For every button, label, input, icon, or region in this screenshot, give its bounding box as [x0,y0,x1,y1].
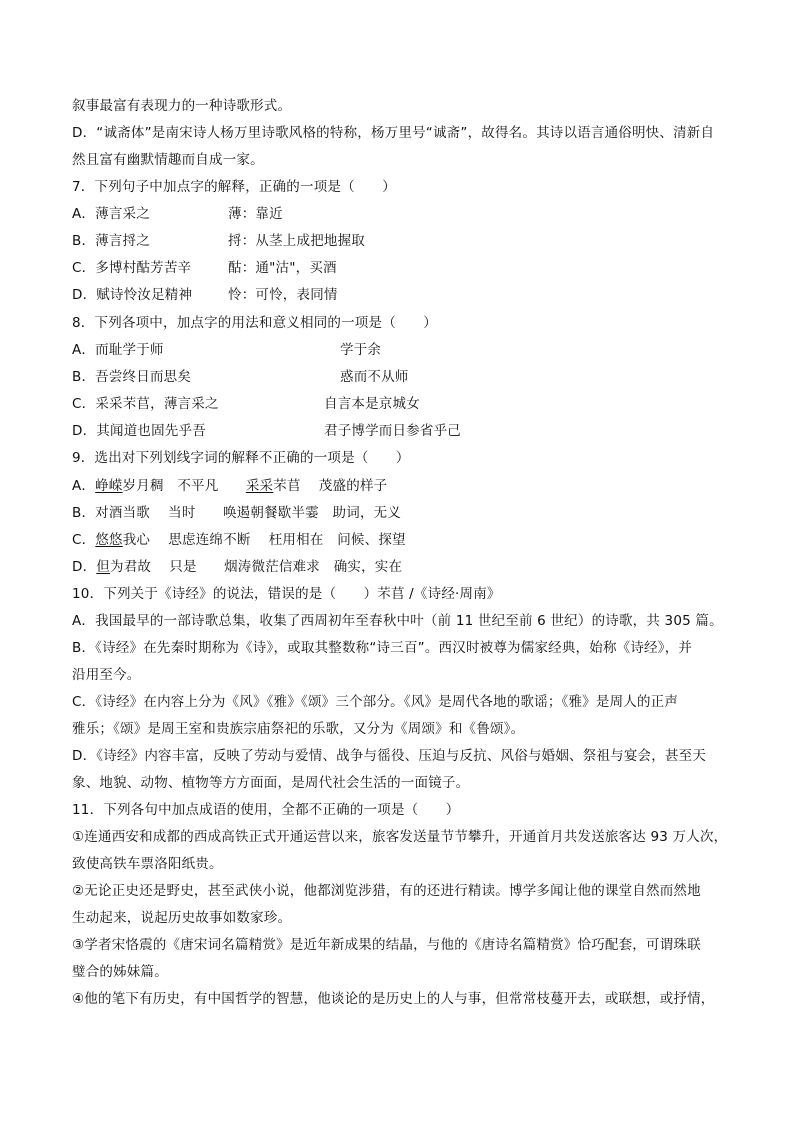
question-9-option-b: B．对酒当歌 当时 唤遏朝餐歇半霎 助词，无义 [72,505,402,521]
question-9-option-a [72,476,387,496]
question-10-option-b-cont: 沿用至今。 [72,667,141,683]
question-7-option-d [72,285,338,305]
text-line: 然且富有幽默情趣而自成一家。 [72,152,264,168]
question-11-sentence-1-cont: 致使高铁车票洛阳纸贵。 [72,856,223,872]
question-8-stem: 8．下列各项中，加点字的用法和意义相同的一项是（ ） [72,315,437,331]
option-text: A．薄言采之 [72,206,150,222]
option-text: A．而耻学于师 [72,342,164,358]
underlined-word: 但 [96,559,110,575]
question-10-option-a: A．我国最早的一部诗歌总集，收集了西周初年至春秋中叶（前 11 世纪至前 6 世纪）的诗歌，共 305 篇。 [72,613,723,629]
question-8-option-a [72,340,382,360]
underlined-word: 峥嵘 [95,478,123,494]
underlined-word: 悠悠 [95,532,123,548]
option-text: 我心 思虑连绵不断 枉用相在 问候、探望 [122,532,406,548]
option-compare: 学于余 [340,342,382,358]
question-8-option-c [72,394,420,414]
option-text: D．赋诗怜汝足精神 [72,287,193,303]
question-10-option-b: B．《诗经》在先秦时期称为《诗》，或取其整数称“诗三百”。西汉时被尊为儒家经典，始称《诗经》，并 [72,640,693,656]
option-text: 岁月稠 不平凡 [122,478,246,494]
question-10-option-d-cont: 象、地貌、动物、植物等方方面面，是周代社会生活的一面镜子。 [72,775,470,791]
question-10-option-c: C．《诗经》在内容上分为《风》《雅》《颂》三个部分。《风》是周代各地的歌谣；《雅》是周人的正声 [72,694,679,710]
question-7-option-a [72,204,283,224]
option-label: D． [72,559,97,575]
text-line: 叙事最富有表现力的一种诗歌形式。 [72,98,292,114]
option-explanation: 薄：靠近 [228,206,283,222]
option-text: B．吾尝终日而思矣 [72,369,192,385]
option-label: A． [72,478,96,494]
question-11-sentence-4: ④他的笔下有历史，有中国哲学的智慧，他谈论的是历史上的人与事，但常常枝蔓开去，或联想，或抒情， [72,991,715,1007]
question-10-option-c-cont: 雅乐；《颂》是周王室和贵族宗庙祭祀的乐歌，又分为《周颂》和《鲁颂》。 [72,721,525,737]
option-text: B．薄言捋之 [72,233,150,249]
option-explanation: 怜：可怜，表同情 [228,287,338,303]
question-11-sentence-2: ②无论正史还是野史，甚至武侠小说，他都浏览涉猎，有的还进行精读。博学多闻让他的课堂自然而然地 [72,883,701,899]
question-9-stem: 9．选出对下列划线字词的解释不正确的一项是（ ） [72,450,410,466]
option-compare: 君子博学而日参省乎己 [324,423,461,439]
option-explanation: 酤：通"沽"，买酒 [228,260,337,276]
option-compare: 自言本是京城女 [324,396,420,412]
question-9-option-c [72,530,406,550]
question-10-stem: 10．下列关于《诗经》的说法，错误的是（ ）芣苢 /《诗经·周南》 [72,586,501,602]
option-text: 芣苢 茂盛的样子 [273,478,388,494]
question-11-sentence-3: ③学者宋恪震的《唐宋词名篇精赏》是近年新成果的结晶，与他的《唐诗名篇精赏》恰巧配套，可谓珠联 [72,937,701,953]
option-text: D．其闻道也固先乎吾 [72,423,206,439]
option-text: C．采采芣苢，薄言采之 [72,396,219,412]
question-11-sentence-2-cont: 生动起来，说起历史故事如数家珍。 [72,910,292,926]
option-text: C．多博村酤芳苦辛 [72,260,192,276]
question-11-sentence-1: ①连通西安和成都的西成高铁正式开通运营以来，旅客发送量节节攀升，开通首月共发送旅客达 93 万人次， [72,829,728,845]
question-11-stem: 11．下列各句中加点成语的使用，全都不正确的一项是（ ） [72,802,460,818]
question-11-sentence-3-cont: 璧合的姊妹篇。 [72,964,168,980]
question-8-option-d [72,421,461,441]
question-7-option-b [72,231,365,251]
option-explanation: 捋：从茎上成把地握取 [228,233,365,249]
underlined-word: 采采 [245,478,274,494]
question-9-option-d [72,557,402,577]
question-8-option-b [72,367,409,387]
option-text: 为君故 只是 烟涛微茫信难求 确实，实在 [110,559,403,575]
option-compare: 惑而不从师 [340,369,409,385]
question-10-option-d: D．《诗经》内容丰富，反映了劳动与爱情、战争与徭役、压迫与反抗、风俗与婚姻、祭祖与宴会，甚至天 [72,748,707,764]
option-label: C． [72,532,96,548]
question-7-stem: 7．下列句子中加点字的解释，正确的一项是（ ） [72,179,396,195]
text-line: D．“诚斋体”是南宋诗人杨万里诗歌风格的特称，杨万里号“诚斋”，故得名。其诗以语言通俗明快、清新自 [72,125,715,141]
question-7-option-c [72,258,337,278]
